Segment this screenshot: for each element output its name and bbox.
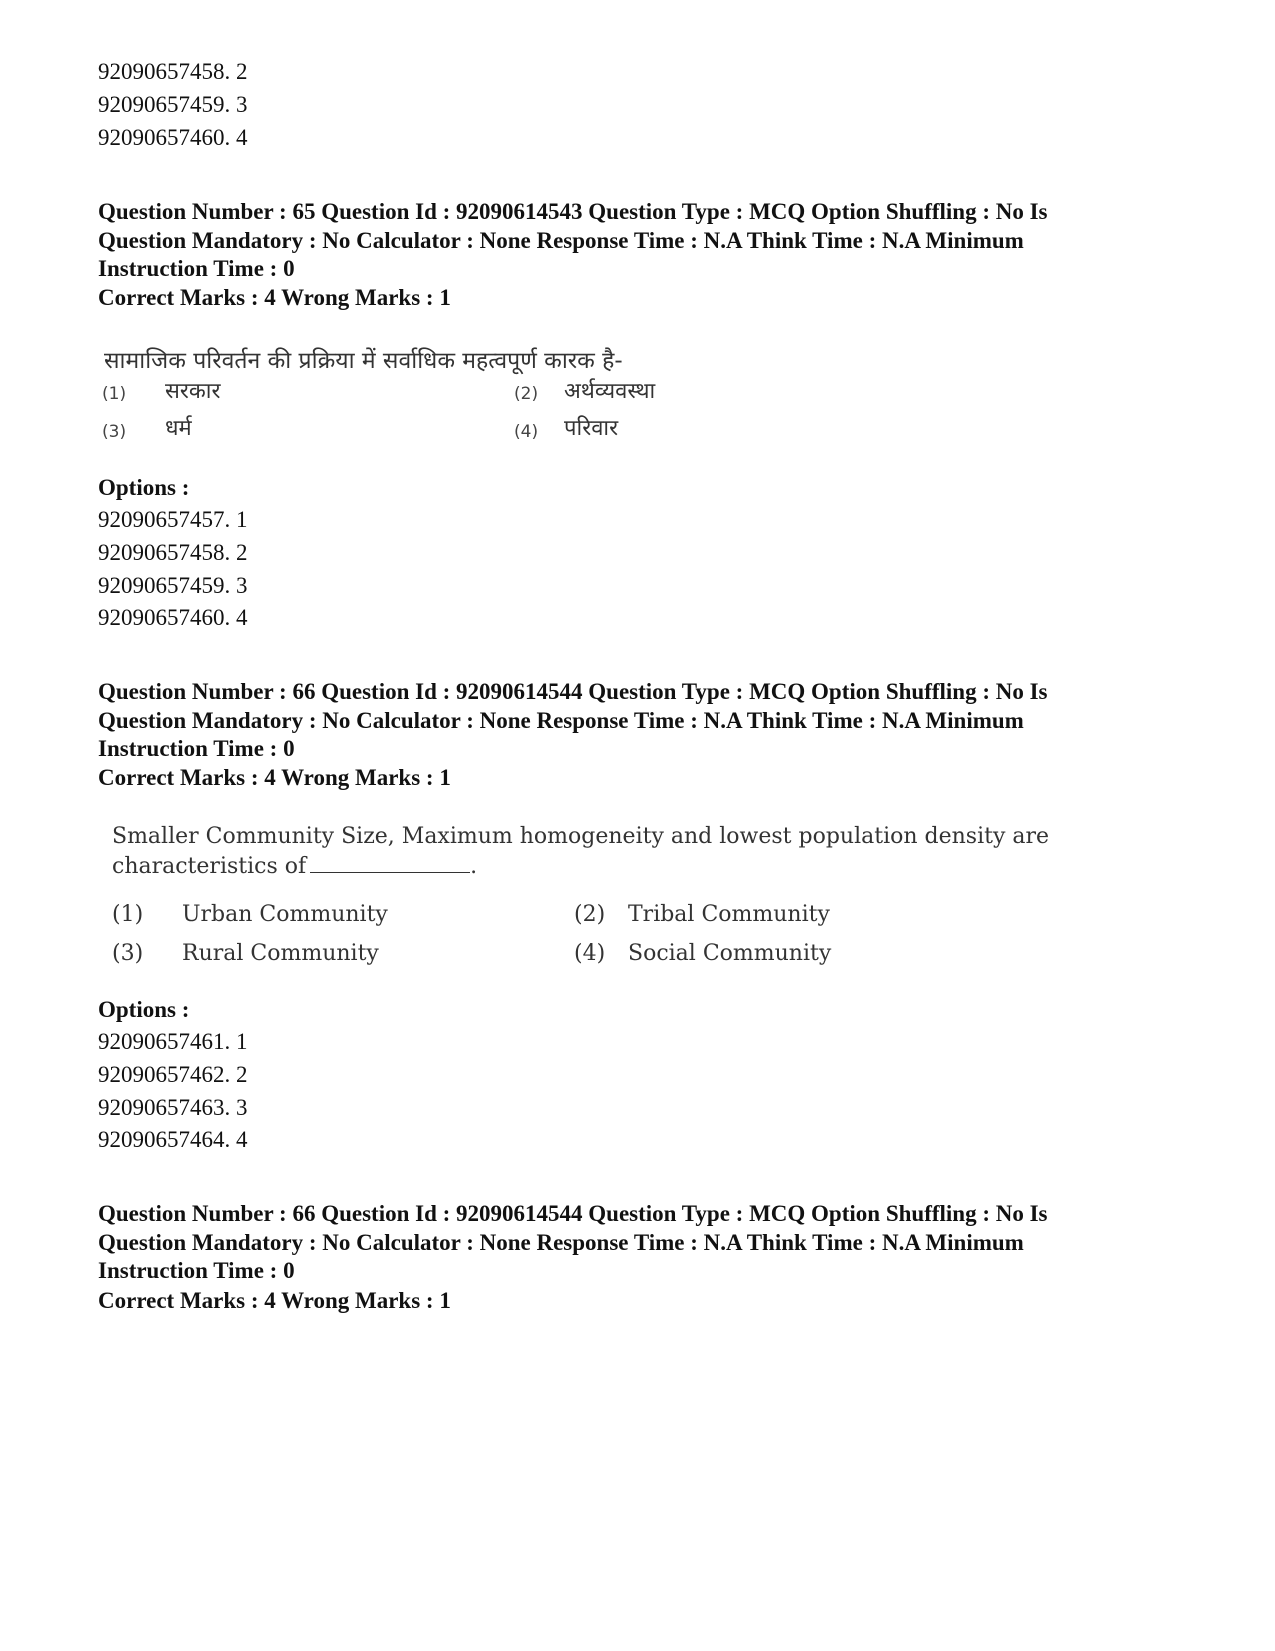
choice-number: (1) — [102, 384, 127, 404]
option-line: 92090657463. 3 — [98, 1095, 248, 1120]
choice-text: परिवार — [564, 416, 619, 441]
meta-line: Question Mandatory : No Calculator : None Response Time : N.A Think Time : N.A Minimum — [98, 1229, 1024, 1255]
question-line: Smaller Community Size, Maximum homogeneity and lowest population density are — [112, 824, 1050, 849]
option-line: 92090657460. 4 — [98, 125, 248, 150]
meta-line: Instruction Time : 0 — [98, 1258, 295, 1283]
question-end: . — [470, 854, 478, 879]
meta-line: Question Mandatory : No Calculator : None Response Time : N.A Think Time : N.A Minimum — [98, 227, 1024, 253]
option-line: 92090657457. 1 — [98, 507, 248, 532]
option-line: 92090657460. 4 — [98, 605, 248, 630]
choice-text: Rural Community — [182, 941, 379, 966]
question-66-meta — [98, 678, 1198, 764]
choice-number: (2) — [514, 384, 539, 404]
meta-line: Question Number : 65 Question Id : 92090614543 Question Type : MCQ Option Shuffling : No Is — [98, 199, 1048, 224]
choice-text: Urban Community — [182, 902, 388, 927]
meta-line: Question Number : 66 Question Id : 92090614544 Question Type : MCQ Option Shuffling : No Is — [98, 1201, 1048, 1226]
option-line: 92090657459. 3 — [98, 92, 248, 117]
choice-text: Tribal Community — [628, 902, 830, 927]
choice-text: सरकार — [165, 379, 221, 404]
question-66-repeat-meta — [98, 1200, 1198, 1286]
option-line: 92090657458. 2 — [98, 59, 248, 84]
question-65-meta — [98, 198, 1198, 284]
choice-text: अर्थव्यवस्था — [564, 379, 656, 404]
choice-text: धर्म — [165, 416, 192, 441]
question-text — [112, 822, 1112, 882]
choice-number: (3) — [102, 422, 127, 442]
option-line: 92090657462. 2 — [98, 1062, 248, 1087]
option-line: 92090657458. 2 — [98, 540, 248, 565]
question-line: characteristics of — [112, 854, 307, 879]
choice-text: Social Community — [628, 941, 832, 966]
question-65-image — [100, 345, 700, 470]
meta-line: Question Mandatory : No Calculator : None Response Time : N.A Think Time : N.A Minimum — [98, 707, 1024, 733]
choice-number: (2) — [574, 902, 606, 927]
meta-line: Question Number : 66 Question Id : 92090614544 Question Type : MCQ Option Shuffling : No Is — [98, 679, 1048, 704]
options-heading: Options : — [98, 475, 190, 500]
answer-blank — [310, 852, 470, 873]
option-line: 92090657461. 1 — [98, 1029, 248, 1054]
options-heading: Options : — [98, 997, 190, 1022]
choice-number: (1) — [112, 902, 144, 927]
choice-number: (4) — [514, 422, 539, 442]
option-line: 92090657459. 3 — [98, 573, 248, 598]
choice-number: (3) — [112, 941, 144, 966]
meta-line: Instruction Time : 0 — [98, 256, 295, 281]
choice-number: (4) — [574, 941, 606, 966]
option-line: 92090657464. 4 — [98, 1127, 248, 1152]
question-text: सामाजिक परिवर्तन की प्रक्रिया में सर्वाधिक महत्वपूर्ण कारक है- — [104, 348, 623, 374]
question-65-marks: Correct Marks : 4 Wrong Marks : 1 — [98, 285, 451, 310]
question-66-image — [112, 822, 1112, 972]
question-66-marks: Correct Marks : 4 Wrong Marks : 1 — [98, 765, 451, 790]
meta-line: Instruction Time : 0 — [98, 736, 295, 761]
question-66-repeat-marks: Correct Marks : 4 Wrong Marks : 1 — [98, 1288, 451, 1313]
